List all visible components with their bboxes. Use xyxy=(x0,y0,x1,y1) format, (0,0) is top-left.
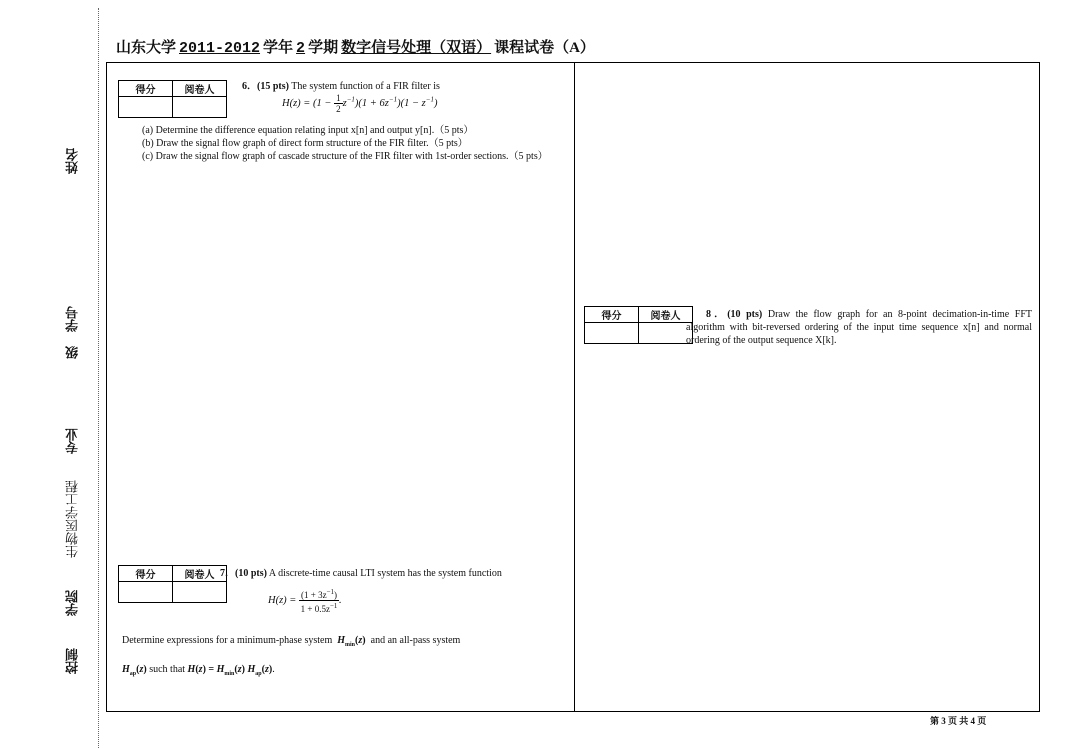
grader-header: 阅卷人 xyxy=(173,566,227,582)
grader-cell xyxy=(639,323,693,344)
q7-and-text: and an all-pass system xyxy=(370,635,461,646)
side-label-major: 专业 xyxy=(65,428,80,454)
grader-header: 阅卷人 xyxy=(639,307,693,323)
side-label-class: 级 xyxy=(65,346,80,359)
q7-body: Determine expressions for a minimum-phase system xyxy=(122,635,333,646)
page-footer: 第 3 页 共 4 页 xyxy=(930,716,987,726)
q8-body: Draw the flow graph for an 8-point decimation-in-time FFT algorithm with bit-reversed ordering of the input time sequence x[n] and normal ordering of the output sequence X[k]. xyxy=(686,309,1032,346)
side-label-student-id: 学号 xyxy=(65,306,80,332)
score-box-q8 xyxy=(584,306,693,344)
q7-such-that: such that xyxy=(149,664,186,675)
q7-intro: A discrete-time causal LTI system has the system function xyxy=(268,568,502,579)
q6-part-a: (a) Determine the difference equation relating input x[n] and output y[n].（5 pts） xyxy=(142,125,474,136)
score-cell xyxy=(119,582,173,603)
grader-cell xyxy=(173,97,227,118)
grader-cell xyxy=(173,582,227,603)
side-label-name: 姓名 xyxy=(65,148,80,174)
term-suffix: 学期 xyxy=(308,40,339,56)
q6-title: 6．(15 pts) xyxy=(242,81,289,92)
q7-title: 7．(10 pts) xyxy=(220,568,267,579)
term-number: 2 xyxy=(296,40,306,57)
score-header: 得分 xyxy=(119,566,173,582)
binding-line xyxy=(98,8,99,748)
score-box-q6 xyxy=(118,80,227,118)
university-name: 山东大学 xyxy=(116,40,177,56)
exam-label: 课程试卷（A） xyxy=(494,40,595,56)
column-divider xyxy=(574,62,575,712)
q7-such-that-line: $H_{ap}(z)$ such that $H(z) = H_{min}(z)$ $H_{ap}(z)$. xyxy=(122,664,275,677)
grader-header: 阅卷人 xyxy=(173,81,227,97)
q8-text xyxy=(686,308,1032,347)
q6-part-c: (c) Draw the signal flow graph of cascade structure of the FIR filter with 1st-order sections.（5 pts） xyxy=(142,151,548,162)
q6-formula: H(z) = (1 − $\frac{1}{2}$ $z^{-1})(1 + 6z^{-1})(1 - z^{-1})$ xyxy=(282,93,438,114)
side-label-college: 学院 xyxy=(65,590,80,616)
q7-formula: H(z) = $\frac{(1 + 3z^{-1})}{1 + 0.5z^{-1}}$ . xyxy=(268,588,342,614)
year-suffix: 学年 xyxy=(263,40,294,56)
score-cell xyxy=(585,323,639,344)
score-header: 得分 xyxy=(119,81,173,97)
q6-intro: The system function of a FIR filter is xyxy=(291,81,440,92)
side-value-major: 生物医学工程 xyxy=(65,480,80,558)
q8-title: 8．(10 pts) xyxy=(706,309,763,320)
exam-header xyxy=(116,36,595,57)
q6-part-b: (b) Draw the signal flow graph of direct form structure of the FIR filter.（5 pts） xyxy=(142,138,468,149)
score-box-q7 xyxy=(118,565,227,603)
course-name: 数字信号处理（双语） xyxy=(341,40,492,56)
q7-heading xyxy=(220,567,502,580)
q6-heading xyxy=(242,80,440,93)
score-cell xyxy=(119,97,173,118)
q7-body-line: Determine expressions for a minimum-phase system $H_{min}(z)$ and an all-pass system xyxy=(122,635,461,648)
academic-year: 2011-2012 xyxy=(179,40,261,57)
score-header: 得分 xyxy=(585,307,639,323)
side-label-control: 控制 xyxy=(65,648,80,674)
